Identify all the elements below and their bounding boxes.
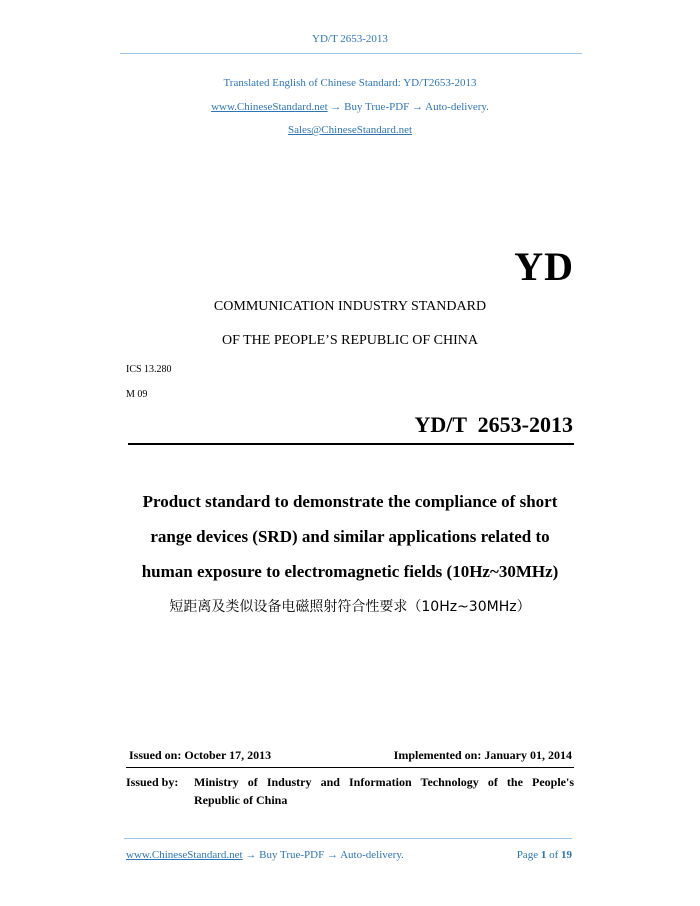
issue-divider — [126, 767, 574, 768]
issued-by-label: Issued by: — [126, 775, 179, 789]
org-line-1: COMMUNICATION INDUSTRY STANDARD — [213, 299, 487, 314]
translation-links — [0, 101, 700, 113]
translation-email — [0, 124, 700, 136]
page-total: 19 — [561, 849, 572, 861]
header-divider — [120, 53, 582, 54]
site-link[interactable]: www.ChineseStandard.net — [211, 101, 328, 113]
page-prefix: Page — [516, 849, 541, 861]
footer-site-link[interactable]: www.ChineseStandard.net — [126, 849, 243, 861]
issued-by-line-1: Ministry of Industry and Information Technology of the People's — [194, 775, 574, 789]
page-current: 1 — [540, 849, 547, 861]
issued-by-line-2: Republic of China — [194, 793, 288, 807]
ccs-code: M 09 — [126, 389, 148, 400]
email-link[interactable]: Sales@ChineseStandard.net — [287, 124, 413, 136]
issued-on: Issued on: October 17, 2013 — [129, 748, 272, 762]
page-of: of — [546, 849, 561, 861]
header-standard-code: YD/T 2653-2013 — [312, 33, 388, 45]
standard-number: YD/T 2653-2013 — [414, 412, 573, 437]
title-line-2: range devices (SRD) and similar applications related to — [150, 527, 550, 546]
title-line-1: Product standard to demonstrate the compliance of short — [142, 492, 558, 511]
ics-code: ICS 13.280 — [126, 364, 172, 375]
standard-divider — [128, 443, 574, 445]
yd-logo: YD — [514, 244, 574, 289]
title-chinese: 短距离及类似设备电磁照射符合性要求（10Hz~30MHz） — [169, 599, 531, 615]
footer-buy-text: → Buy True-PDF → Auto-delivery. — [242, 849, 404, 861]
translation-title: Translated English of Chinese Standard: YD/T2653-2013 — [223, 77, 477, 89]
footer-links — [126, 849, 404, 861]
org-line-2: OF THE PEOPLE’S REPUBLIC OF CHINA — [221, 333, 479, 348]
page-number — [517, 849, 572, 861]
buy-pdf-text: → Buy True-PDF → Auto-delivery. — [327, 101, 489, 113]
title-line-3: human exposure to electromagnetic fields (10Hz~30MHz) — [141, 562, 559, 581]
implemented-on: Implemented on: January 01, 2014 — [393, 748, 572, 762]
footer-divider — [124, 838, 572, 839]
